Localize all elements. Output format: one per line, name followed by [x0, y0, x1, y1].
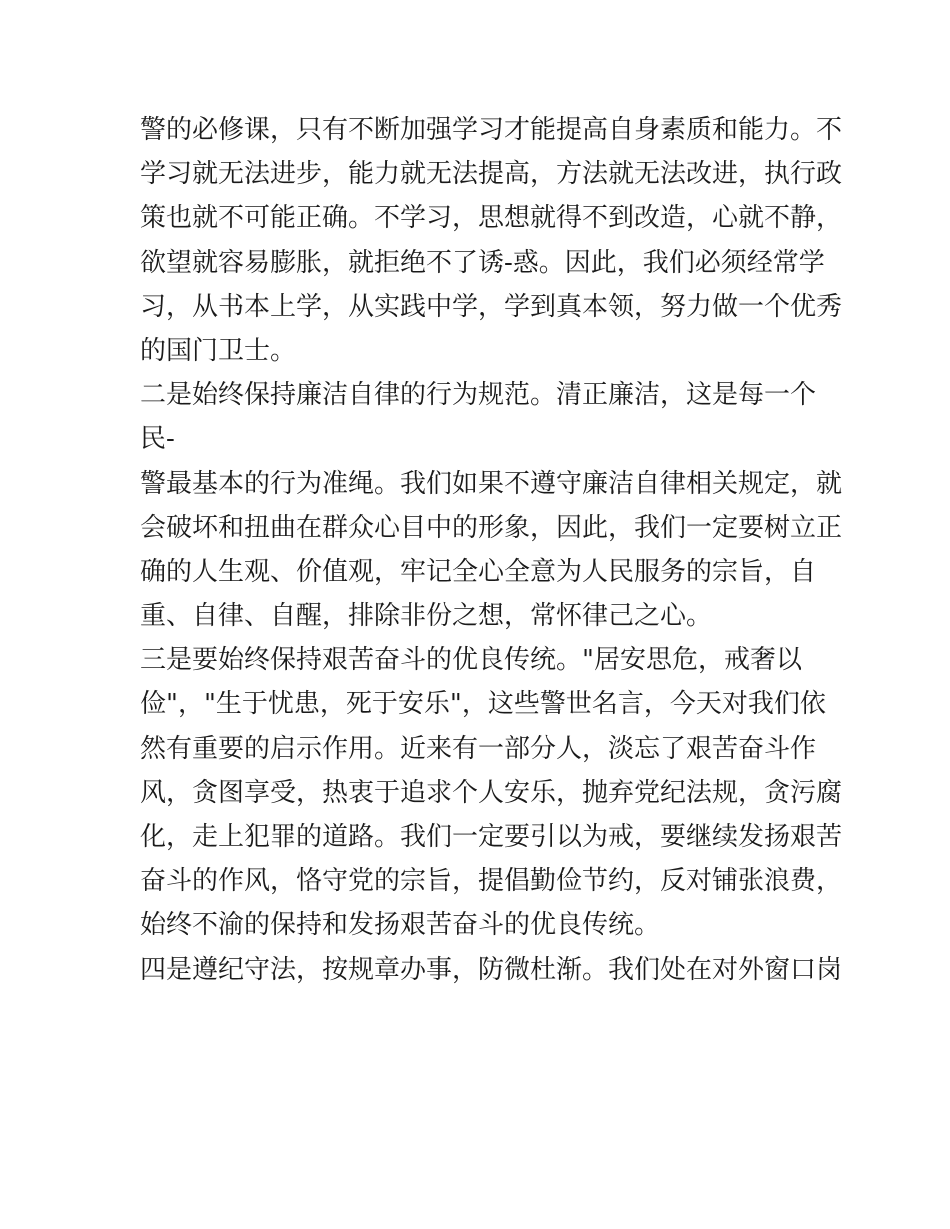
text-line: 重、自律、自醒，排除非份之想，常怀律己之心。 — [140, 601, 713, 632]
text-line: 的国门卫士。 — [140, 335, 297, 366]
text-line: 会破坏和扭曲在群众心目中的形象，因此，我们一定要树立正 — [140, 512, 843, 543]
text-line: 学习就无法进步，能力就无法提高，方法就无法改进，执行政 — [140, 159, 843, 190]
text-line: 然有重要的启示作用。近来有一部分人，淡忘了艰苦奋斗作 — [140, 733, 817, 764]
text-line: 二是始终保持廉洁自律的行为规范。清正廉洁，这是每一个 — [140, 380, 817, 411]
text-line: 警的必修课，只有不断加强学习才能提高自身素质和能力。不 — [140, 115, 843, 145]
text-line: 俭"，"生于忧患，死于安乐"，这些警世名言，今天对我们依 — [140, 689, 826, 720]
text-line: 奋斗的作风，恪守党的宗旨，提倡勤俭节约，反对铺张浪费， — [140, 866, 843, 897]
text-line: 始终不渝的保持和发扬艰苦奋斗的优良传统。 — [140, 910, 661, 941]
text-line: 习，从书本上学，从实践中学，学到真本领，努力做一个优秀 — [140, 291, 843, 322]
text-line: 欲望就容易膨胀，就拒绝不了诱-惑。因此，我们必须经常学 — [140, 247, 825, 278]
text-line: 四是遵纪守法，按规章办事，防微杜渐。我们处在对外窗口岗 — [140, 954, 843, 985]
text-line: 民- — [140, 424, 175, 455]
text-line: 警最基本的行为准绳。我们如果不遵守廉洁自律相关规定，就 — [140, 468, 843, 499]
text-line: 化，走上犯罪的道路。我们一定要引以为戒，要继续发扬艰苦 — [140, 822, 843, 852]
body-text — [140, 108, 843, 992]
text-line: 三是要始终保持艰苦奋斗的优良传统。"居安思危，戒奢以 — [140, 645, 802, 676]
text-line: 确的人生观、价值观，牢记全心全意为人民服务的宗旨，自 — [140, 556, 817, 587]
text-line: 策也就不可能正确。不学习，思想就得不到改造，心就不静， — [140, 203, 843, 234]
text-line: 风，贪图享受，热衷于追求个人安乐，抛弃党纪法规，贪污腐 — [140, 777, 843, 808]
